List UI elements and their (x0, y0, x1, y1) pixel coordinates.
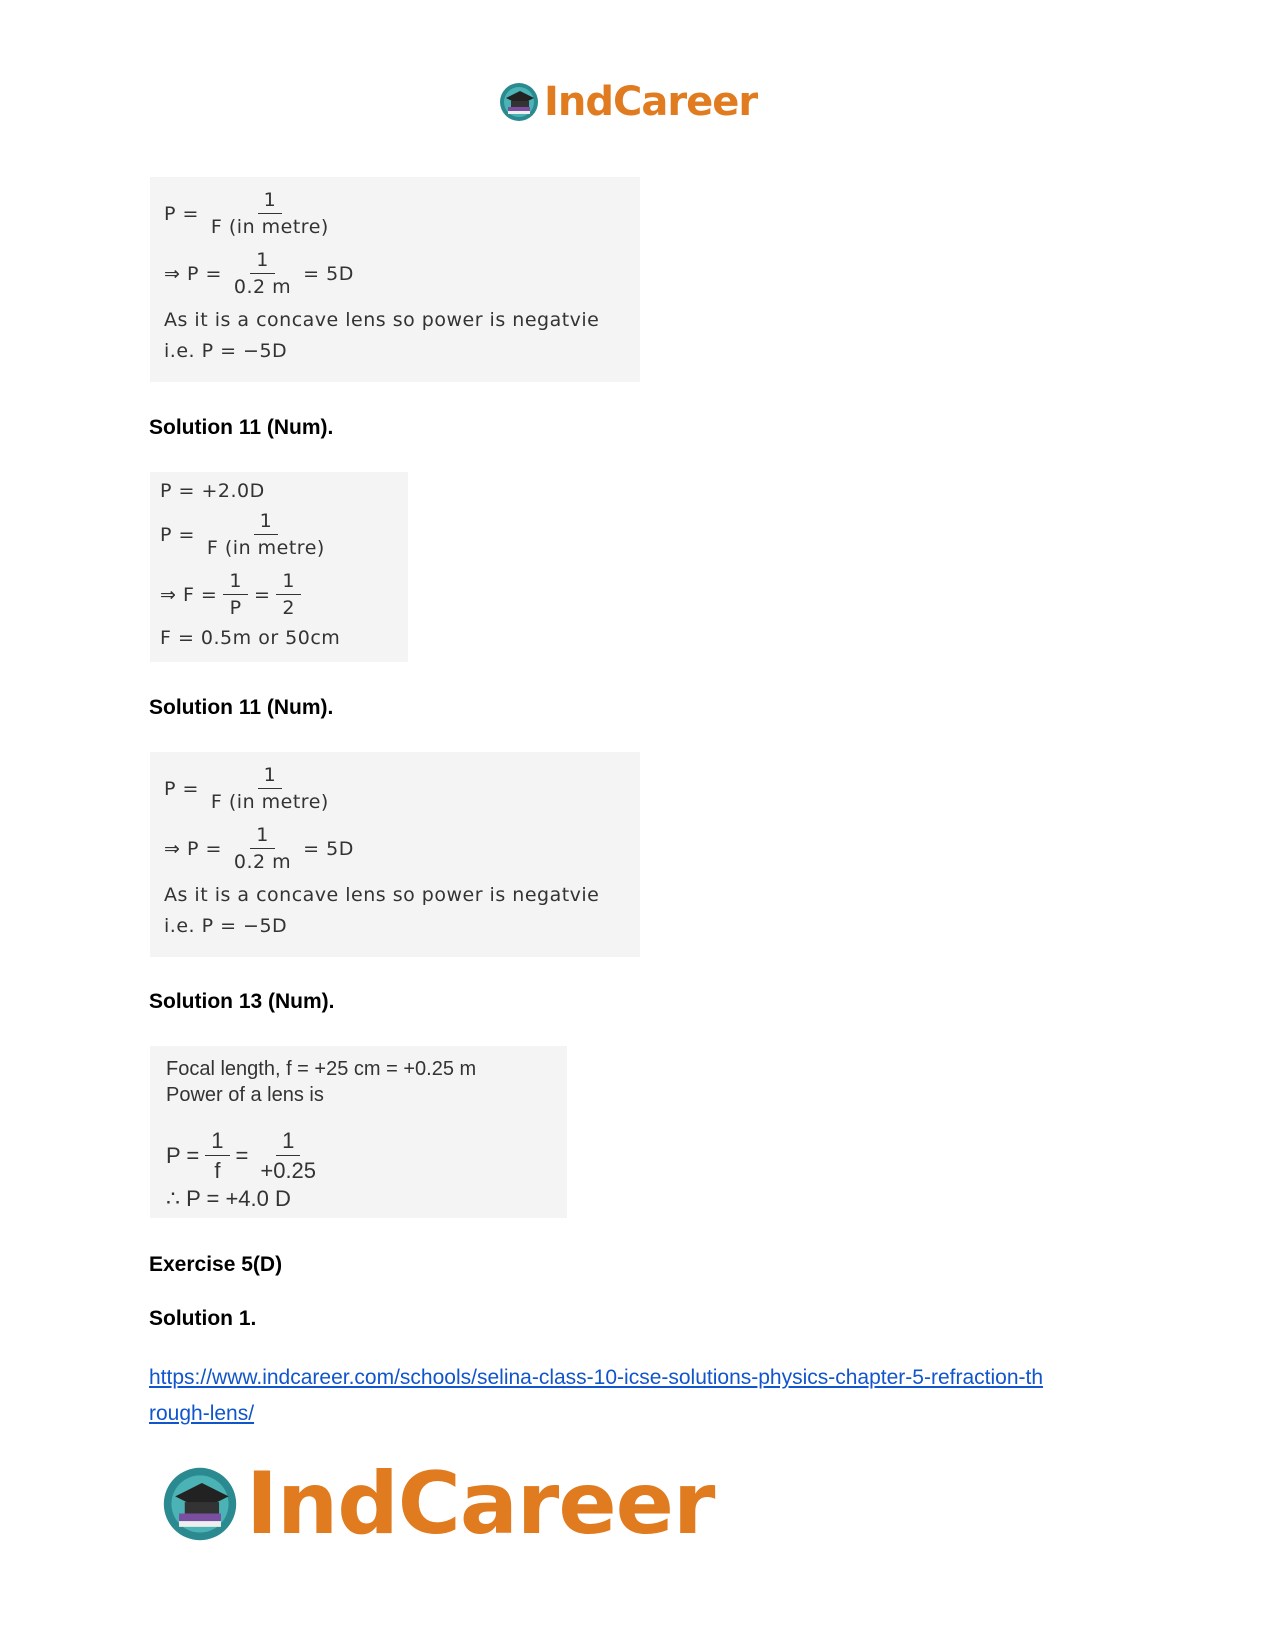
formula-text: = 5D (303, 262, 354, 285)
fraction (276, 570, 301, 620)
formula-text: F = 0.5m or 50cm (160, 627, 341, 649)
numerator: 1 (223, 570, 248, 595)
fraction (228, 824, 297, 874)
numerator: 1 (254, 510, 279, 535)
formula-line (164, 249, 354, 299)
brand-name: IndCareer (544, 79, 758, 125)
formula-text: P = (164, 202, 199, 225)
formula-text: As it is a concave lens so power is negatvie (164, 309, 600, 331)
formula-text: P = (160, 523, 195, 546)
fraction (205, 189, 335, 239)
section-heading: Solution 11 (Num). (149, 696, 334, 719)
formula-line (166, 1128, 328, 1185)
link-text: rough-lens/ (149, 1402, 255, 1425)
formula-text: = (253, 583, 271, 606)
brand-name: IndCareer (246, 1454, 715, 1554)
formula-text: ⇒ P = (164, 262, 222, 285)
denominator: 0.2 m (233, 850, 292, 873)
formula-text: P = (164, 777, 199, 800)
header-logo (498, 80, 757, 124)
formula-line (164, 764, 341, 814)
denominator: P (229, 596, 242, 619)
graduation-cap-book-icon (160, 1464, 240, 1544)
formula-text: ∴ P = +4.0 D (166, 1186, 291, 1211)
graduation-cap-book-icon (498, 81, 540, 123)
formula-text: i.e. P = −5D (164, 340, 288, 362)
numerator: 1 (205, 1128, 229, 1156)
formula-text: i.e. P = −5D (164, 915, 288, 937)
formula-line (160, 510, 337, 560)
fraction (205, 1128, 229, 1185)
fraction (223, 570, 248, 620)
formula-text: ⇒ F = (160, 583, 218, 606)
denominator: 2 (282, 596, 295, 619)
link-text: https://www.indcareer.com/schools/selina-class-10-icse-solutions-physics-chapter-5-refraction-th (149, 1366, 1044, 1389)
section-heading: Exercise 5(D) (149, 1253, 283, 1276)
denominator: F (in metre) (210, 790, 329, 813)
fraction (228, 249, 297, 299)
numerator: 1 (276, 1128, 300, 1156)
numerator: 1 (258, 764, 283, 789)
numerator: 1 (258, 189, 283, 214)
numerator: 1 (250, 249, 275, 274)
section-heading: Solution 13 (Num). (149, 990, 335, 1013)
formula-text: Focal length, f = +25 cm = +0.25 m (166, 1058, 477, 1080)
section-heading: Solution 1. (149, 1307, 257, 1330)
formula-text: P = (166, 1143, 200, 1169)
fraction (254, 1128, 322, 1185)
section-heading: Solution 11 (Num). (149, 416, 334, 439)
formula-line (164, 189, 341, 239)
formula-text: As it is a concave lens so power is negatvie (164, 884, 600, 906)
denominator: +0.25 (260, 1158, 317, 1184)
formula-line (160, 570, 307, 620)
formula-text: = 5D (303, 837, 354, 860)
formula-text: Power of a lens is (166, 1084, 324, 1106)
numerator: 1 (250, 824, 275, 849)
solution-link[interactable] (149, 1360, 1129, 1432)
denominator: F (in metre) (206, 536, 325, 559)
formula-text: = (235, 1143, 249, 1169)
fraction (201, 510, 331, 560)
numerator: 1 (276, 570, 301, 595)
formula-text: P = +2.0D (160, 480, 265, 502)
denominator: f (214, 1158, 221, 1184)
fraction (205, 764, 335, 814)
footer-logo (160, 1454, 715, 1554)
formula-box-2 (150, 472, 408, 662)
formula-box-1 (150, 177, 640, 382)
formula-box-4 (150, 1046, 567, 1218)
denominator: F (in metre) (210, 215, 329, 238)
formula-line (164, 824, 354, 874)
denominator: 0.2 m (233, 275, 292, 298)
formula-text: ⇒ P = (164, 837, 222, 860)
formula-box-3 (150, 752, 640, 957)
